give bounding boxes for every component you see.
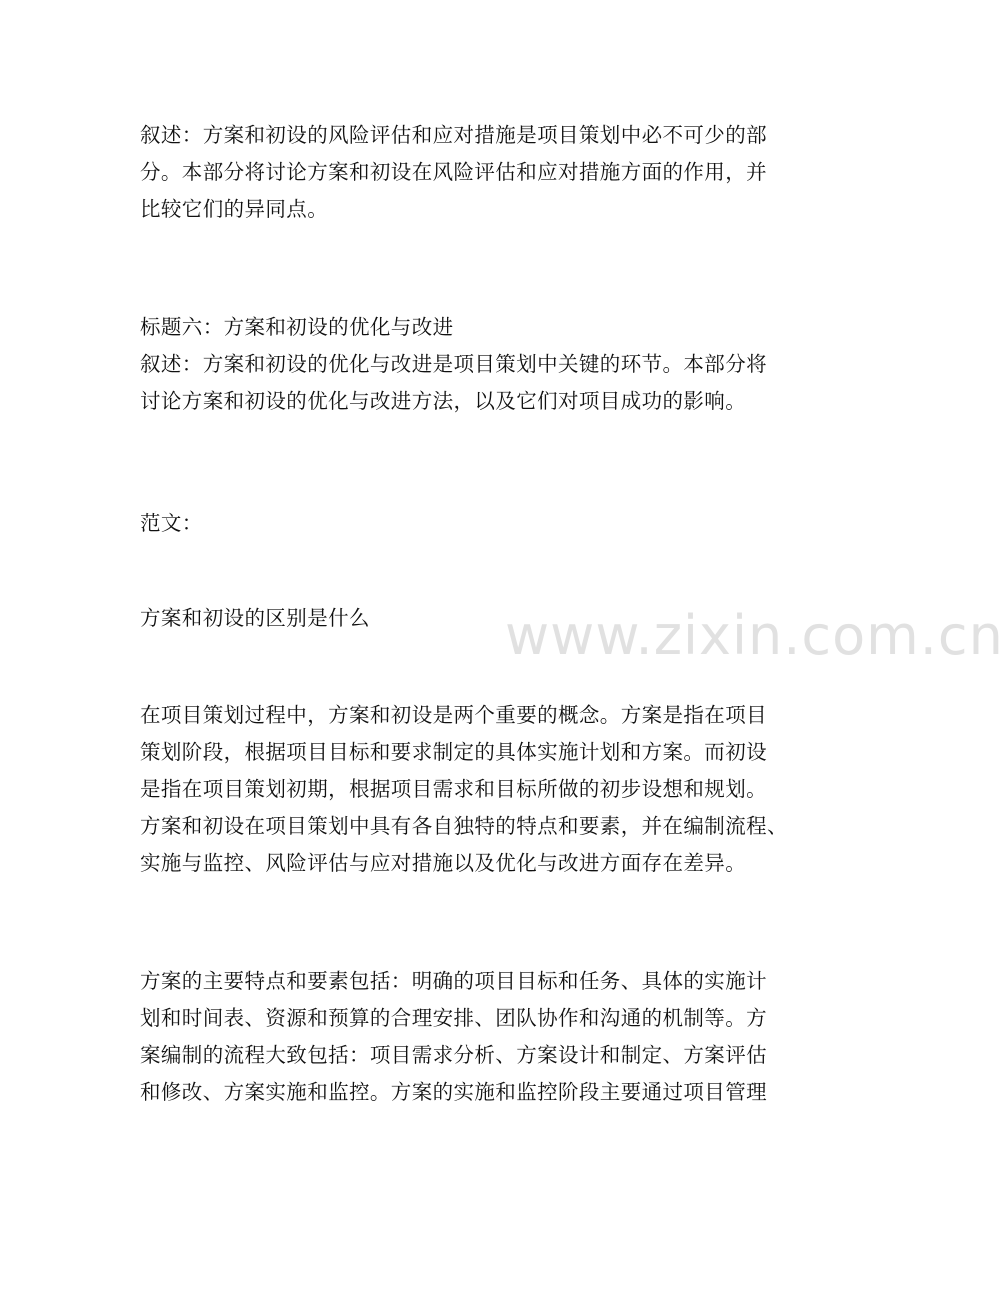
text-line: 策划阶段，根据项目目标和要求制定的具体实施计划和方案。而初设 <box>140 740 767 764</box>
text-line: 叙述：方案和初设的优化与改进是项目策划中关键的环节。本部分将 <box>140 352 767 376</box>
text-line: 方案的主要特点和要素包括：明确的项目目标和任务、具体的实施计 <box>140 969 767 993</box>
paragraph-intro <box>140 697 790 882</box>
text-line: 方案和初设在项目策划中具有各自独特的特点和要素，并在编制流程、 <box>140 814 788 838</box>
text-line: 比较它们的异同点。 <box>140 197 329 221</box>
text-line: 案编制的流程大致包括：项目需求分析、方案设计和制定、方案评估 <box>140 1043 767 1067</box>
text-line: 和修改、方案实施和监控。方案的实施和监控阶段主要通过项目管理 <box>140 1080 767 1104</box>
text-line: 在项目策划过程中，方案和初设是两个重要的概念。方案是指在项目 <box>140 703 767 727</box>
text-line: 分。本部分将讨论方案和初设在风险评估和应对措施方面的作用，并 <box>140 160 767 184</box>
text-line: 是指在项目策划初期，根据项目需求和目标所做的初步设想和规划。 <box>140 777 767 801</box>
text-line: 实施与监控、风险评估与应对措施以及优化与改进方面存在差异。 <box>140 851 747 875</box>
section-title: 标题六：方案和初设的优化与改进 <box>140 315 454 339</box>
title-text: 方案和初设的区别是什么 <box>140 606 370 630</box>
article-title <box>140 600 790 637</box>
text-line: 讨论方案和初设的优化与改进方法，以及它们对项目成功的影响。 <box>140 389 747 413</box>
sample-label <box>140 505 790 542</box>
text-line: 叙述：方案和初设的风险评估和应对措施是项目策划中必不可少的部 <box>140 123 767 147</box>
label-text: 范文： <box>140 511 203 535</box>
paragraph-risk-assessment <box>140 117 790 228</box>
section-heading-six <box>140 309 790 420</box>
watermark-text: www.zixin.com.cn <box>505 604 1004 667</box>
paragraph-plan-features <box>140 963 790 1111</box>
text-line: 划和时间表、资源和预算的合理安排、团队协作和沟通的机制等。方 <box>140 1006 767 1030</box>
